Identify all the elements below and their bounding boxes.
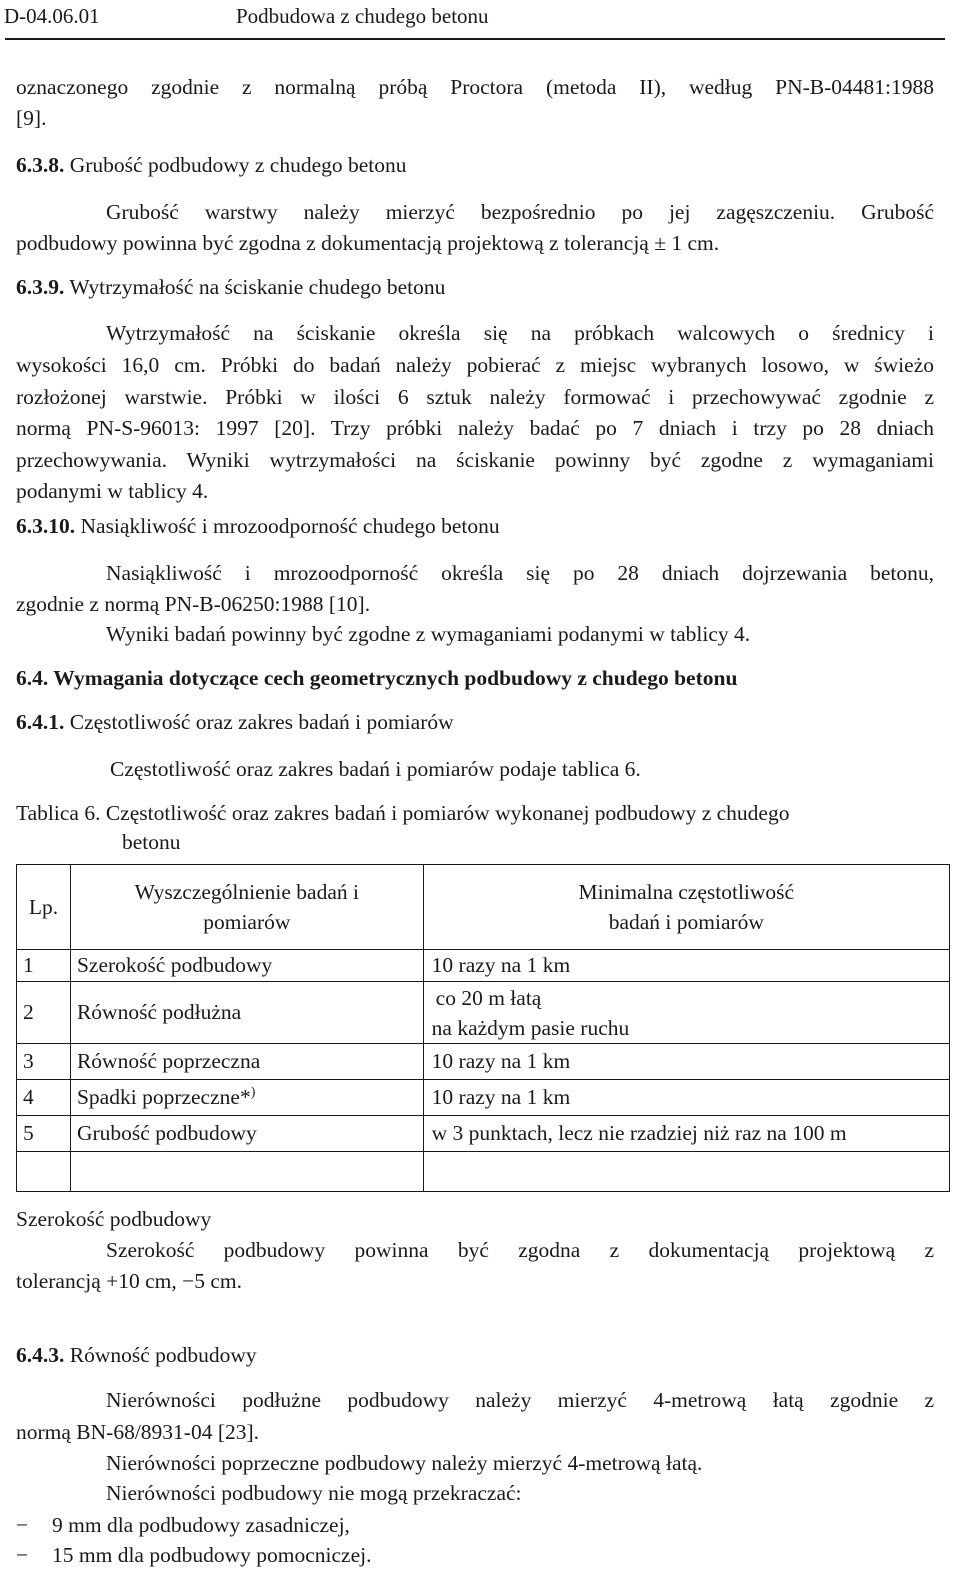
header-freq xyxy=(423,865,949,950)
cell-lp: 3 xyxy=(17,1044,71,1080)
paragraph-line: normą PN-S-96013: 1997 [20]. Trzy próbki należy badać po 7 dniach i trzy po 28 dniach xyxy=(16,416,934,440)
header-lp: Lp. xyxy=(17,865,71,950)
frequency-table xyxy=(16,864,950,1192)
paragraph-line: Częstotliwość oraz zakres badań i pomiarów podaje tablica 6. xyxy=(110,757,641,781)
cell-lp: 5 xyxy=(17,1116,71,1152)
cell-item: Grubość podbudowy xyxy=(70,1116,423,1152)
header-rule xyxy=(5,38,945,40)
cell-empty xyxy=(423,1152,949,1192)
bullet-item xyxy=(16,1543,371,1568)
section-number: 6.3.8. xyxy=(16,153,65,177)
paragraph-line: oznaczonego zgodnie z normalną próbą Proctora (metoda II), według PN-B-04481:1988 xyxy=(16,75,934,99)
section-number: 6.3.10. xyxy=(16,514,76,538)
bullet-dash: − xyxy=(16,1543,29,1567)
section-number: 6.3.9. xyxy=(16,275,65,299)
table-row xyxy=(17,1080,950,1116)
paragraph-line: tolerancją +10 cm, −5 cm. xyxy=(16,1269,243,1293)
section-title: Równość podbudowy xyxy=(69,1343,257,1367)
section-title: Nasiąkliwość i mrozoodporność chudego betonu xyxy=(80,514,500,538)
cell-item: Szerokość podbudowy xyxy=(70,950,423,982)
cell-freq xyxy=(423,982,949,1044)
paragraph-line: Nierówności podłużne podbudowy należy mierzyć 4-metrową łatą zgodnie z xyxy=(106,1388,934,1412)
cell-lp: 2 xyxy=(17,982,71,1044)
paragraph-line: normą BN-68/8931-04 [23]. xyxy=(16,1420,260,1444)
cell-lp: 1 xyxy=(17,950,71,982)
paragraph-line: [9]. xyxy=(16,106,47,130)
subsection-heading: Szerokość podbudowy xyxy=(16,1207,212,1231)
section-heading-6-3-10 xyxy=(16,514,500,539)
section-title: Częstotliwość oraz zakres badań i pomiarów xyxy=(69,710,454,734)
cell-lp: 4 xyxy=(17,1080,71,1116)
section-number: 6.4.3. xyxy=(16,1343,65,1367)
cell-freq: 10 razy na 1 km xyxy=(423,1080,949,1116)
paragraph-line: podanymi w tablicy 4. xyxy=(16,479,209,503)
bullet-item xyxy=(16,1513,350,1538)
cell-freq: 10 razy na 1 km xyxy=(423,950,949,982)
table-row xyxy=(17,1044,950,1080)
section-title: Wymagania dotyczące cech geometrycznych podbudowy z chudego betonu xyxy=(53,666,738,690)
section-title: Grubość podbudowy z chudego betonu xyxy=(69,153,407,177)
paragraph-line: Nierówności podbudowy nie mogą przekraczać: xyxy=(106,1481,522,1505)
cell-item: Równość poprzeczna xyxy=(70,1044,423,1080)
table-row xyxy=(17,950,950,982)
header-spec-line1: Wyszczególnienie badań i xyxy=(134,880,359,904)
header-freq-line1: Minimalna częstotliwość xyxy=(578,880,795,904)
cell-item: Równość podłużna xyxy=(70,982,423,1044)
header-freq-line2: badań i pomiarów xyxy=(608,910,764,934)
bullet-text: 15 mm dla podbudowy pomocniczej. xyxy=(52,1543,372,1567)
table-caption-cont: betonu xyxy=(122,830,181,854)
paragraph-line: rozłożonej warstwie. Próbki w ilości 6 sztuk należy formować i przechowywać zgodnie z xyxy=(16,385,934,409)
cell-freq: w 3 punktach, lecz nie rzadziej niż raz na 100 m xyxy=(423,1116,949,1152)
cell-freq-line1: co 20 m łatą xyxy=(435,985,542,1010)
cell-item xyxy=(70,1080,423,1116)
section-heading-6-3-9 xyxy=(16,275,445,300)
section-heading-6-4-1 xyxy=(16,710,454,735)
paragraph-line: wysokości 16,0 cm. Próbki do badań należy pobierać z miejsc wybranych losowo, w świeżo xyxy=(16,353,934,377)
section-number: 6.4.1. xyxy=(16,710,65,734)
paragraph-line: Nasiąkliwość i mrozoodporność określa się po 28 dniach dojrzewania betonu, xyxy=(106,561,934,585)
paragraph-line: podbudowy powinna być zgodna z dokumentacją projektową z tolerancją ± 1 cm. xyxy=(16,231,720,255)
cell-empty xyxy=(17,1152,71,1192)
table-row xyxy=(17,982,950,1044)
table-caption: Tablica 6. Częstotliwość oraz zakres badań i pomiarów wykonanej podbudowy z chudego xyxy=(16,801,790,825)
cell-item-text: Spadki poprzeczne* xyxy=(76,1085,251,1110)
cell-empty xyxy=(70,1152,423,1192)
section-heading-6-4 xyxy=(16,666,737,691)
paragraph-line: zgodnie z normą PN-B-06250:1988 [10]. xyxy=(16,592,371,616)
paragraph-line: Nierówności poprzeczne podbudowy należy mierzyć 4-metrową łatą. xyxy=(106,1451,703,1475)
header-spec-line2: pomiarów xyxy=(203,910,291,934)
cell-freq: 10 razy na 1 km xyxy=(423,1044,949,1080)
paragraph-line: Wytrzymałość na ściskanie określa się na próbkach walcowych o średnicy i xyxy=(106,321,934,345)
footnote-mark: ) xyxy=(250,1084,256,1100)
paragraph-line: Szerokość podbudowy powinna być zgodna z dokumentacją projektową z xyxy=(106,1238,934,1262)
section-title: Wytrzymałość na ściskanie chudego betonu xyxy=(69,275,446,299)
table-row xyxy=(17,1116,950,1152)
paragraph-line: przechowywania. Wyniki wytrzymałości na ściskanie powinny być zgodne z wymaganiami xyxy=(16,448,934,472)
section-heading-6-3-8 xyxy=(16,153,407,178)
paragraph-line: Grubość warstwy należy mierzyć bezpośrednio po jej zagęszczeniu. Grubość xyxy=(106,200,934,224)
running-header-title: Podbudowa z chudego betonu xyxy=(236,4,489,28)
running-header-code: D-04.06.01 xyxy=(4,4,100,28)
header-spec xyxy=(70,865,423,950)
bullet-text: 9 mm dla podbudowy zasadniczej, xyxy=(52,1513,350,1537)
table-header-row xyxy=(17,865,950,950)
cell-freq-line2: na każdym pasie ruchu xyxy=(431,1015,630,1040)
paragraph-line: Wyniki badań powinny być zgodne z wymaganiami podanymi w tablicy 4. xyxy=(106,622,751,646)
bullet-dash: − xyxy=(16,1513,29,1537)
section-heading-6-4-3 xyxy=(16,1343,257,1368)
table-row-empty xyxy=(17,1152,950,1192)
section-number: 6.4. xyxy=(16,666,49,690)
